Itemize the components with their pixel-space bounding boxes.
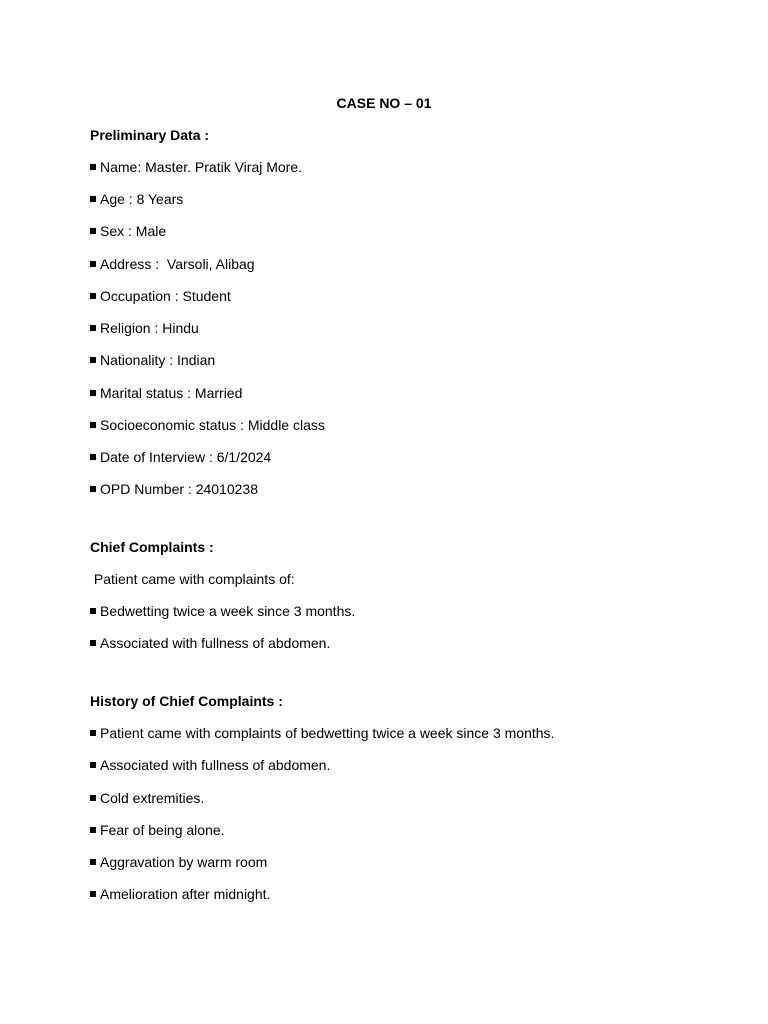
history-item-text: Cold extremities. bbox=[100, 790, 205, 806]
bullet-icon bbox=[90, 325, 96, 331]
preliminary-item-text: Marital status : Married bbox=[100, 385, 243, 401]
bullet-icon bbox=[90, 859, 96, 865]
preliminary-item-text: Age : 8 Years bbox=[100, 191, 184, 207]
chief-complaint-text: Bedwetting twice a week since 3 months. bbox=[100, 603, 356, 619]
preliminary-item-text: Religion : Hindu bbox=[100, 320, 199, 336]
preliminary-item-age bbox=[90, 190, 183, 208]
history-item-text: Aggravation by warm room bbox=[100, 854, 268, 870]
bullet-icon bbox=[90, 795, 96, 801]
preliminary-item-text: OPD Number : 24010238 bbox=[100, 481, 258, 497]
case-title: CASE NO – 01 bbox=[336, 95, 432, 111]
chief-complaints-heading: Chief Complaints : bbox=[90, 539, 214, 555]
bullet-icon bbox=[90, 357, 96, 363]
history-heading: History of Chief Complaints : bbox=[90, 693, 283, 709]
history-item bbox=[90, 789, 204, 807]
bullet-icon bbox=[90, 608, 96, 614]
history-item bbox=[90, 821, 225, 839]
history-item bbox=[90, 724, 554, 742]
history-item-text: Patient came with complaints of bedwetting twice a week since 3 months. bbox=[100, 725, 555, 741]
preliminary-item-religion bbox=[90, 319, 199, 337]
preliminary-item-text: Nationality : Indian bbox=[100, 352, 216, 368]
history-item-text: Fear of being alone. bbox=[100, 822, 225, 838]
chief-complaint-item bbox=[90, 602, 355, 620]
preliminary-item-date-of-interview bbox=[90, 448, 271, 466]
preliminary-item-name bbox=[90, 158, 302, 176]
preliminary-item-text: Occupation : Student bbox=[100, 288, 231, 304]
preliminary-item-opd-number bbox=[90, 480, 258, 498]
bullet-icon bbox=[90, 422, 96, 428]
preliminary-item-socioeconomic-status bbox=[90, 416, 325, 434]
chief-complaints-intro: Patient came with complaints of: bbox=[90, 571, 295, 587]
bullet-icon bbox=[90, 196, 96, 202]
bullet-icon bbox=[90, 454, 96, 460]
bullet-icon bbox=[90, 891, 96, 897]
bullet-icon bbox=[90, 261, 96, 267]
chief-complaint-text: Associated with fullness of abdomen. bbox=[100, 635, 331, 651]
bullet-icon bbox=[90, 827, 96, 833]
chief-complaint-item bbox=[90, 634, 330, 652]
preliminary-item-marital-status bbox=[90, 384, 242, 402]
preliminary-item-nationality bbox=[90, 351, 215, 369]
bullet-icon bbox=[90, 486, 96, 492]
history-item bbox=[90, 885, 270, 903]
preliminary-item-text: Address : Varsoli, Alibag bbox=[100, 256, 255, 272]
bullet-icon bbox=[90, 390, 96, 396]
preliminary-item-occupation bbox=[90, 287, 231, 305]
history-item bbox=[90, 853, 267, 871]
bullet-icon bbox=[90, 762, 96, 768]
bullet-icon bbox=[90, 293, 96, 299]
preliminary-item-address bbox=[90, 255, 255, 273]
history-item-text: Amelioration after midnight. bbox=[100, 886, 271, 902]
preliminary-item-text: Socioeconomic status : Middle class bbox=[100, 417, 325, 433]
history-item-text: Associated with fullness of abdomen. bbox=[100, 757, 331, 773]
bullet-icon bbox=[90, 228, 96, 234]
preliminary-item-text: Sex : Male bbox=[100, 223, 167, 239]
bullet-icon bbox=[90, 640, 96, 646]
preliminary-item-sex bbox=[90, 222, 166, 240]
preliminary-data-heading: Preliminary Data : bbox=[90, 127, 210, 143]
history-item bbox=[90, 756, 330, 774]
bullet-icon bbox=[90, 730, 96, 736]
preliminary-item-text: Name: Master. Pratik Viraj More. bbox=[100, 159, 303, 175]
bullet-icon bbox=[90, 164, 96, 170]
preliminary-item-text: Date of Interview : 6/1/2024 bbox=[100, 449, 272, 465]
